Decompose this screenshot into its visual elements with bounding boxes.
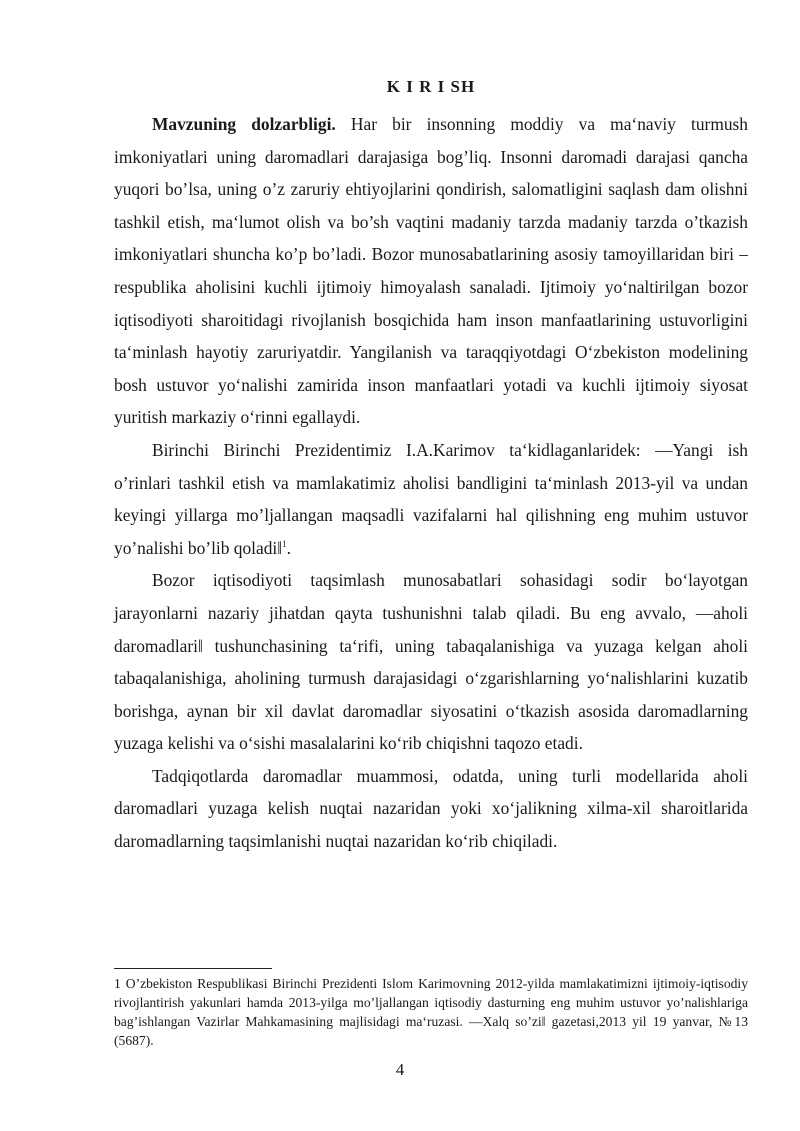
paragraph-market-economy	[114, 564, 748, 760]
footnote-reference[interactable]: 1	[282, 538, 287, 549]
paragraph-text: Tadqiqotlarda daromadlar muammosi, odatda, uning turli modellarida aholi daromadlari yuzaga kelish nuqtai nazaridan yoki xo‘jalikning xilma-xil sharoitlarida daromadlarning taqsimlanishi nuqtai nazaridan ko‘rib chiqiladi.	[114, 765, 748, 852]
footnote	[114, 974, 748, 1050]
paragraph-relevance	[114, 108, 748, 434]
paragraph-text: Bozor iqtisodiyoti taqsimlash munosabatlari sohasidagi sodir bo‘layotgan jarayonlarni nazariy jihatdan qayta tushunishni talab qiladi. Bu eng avvalo, ―aholi daromadlari‖ tushunchasining ta‘rifi, uning tabaqalanishiga va yuzaga kelgan aholi tabaqalanishiga, aholining turmush darajasidagi o‘zgarishlarning yo‘nalishlarini kuzatib borishga, aynan bir xil davlat daromadlar siyosatini o‘tkazish asosida daromadlarning yuzaga kelishi va o‘sishi masalalarini ko‘rib chiqishni taqozo etadi.	[114, 570, 748, 754]
page-number: 4	[395, 1060, 405, 1079]
footnote-number: 1	[114, 976, 121, 991]
footnote-text: O’zbekiston Respublikasi Birinchi Prezidenti Islom Karimovning 2012-yilda mamlakatimizni ijtimoiy-iqtisodiy rivojlantirish yakunlari hamda 2013-yilga mo’ljallangan iqtisodiy dasturning eng muhim ustuvor yo’nalishlariga bag’ishlangan Vazirlar Mahkamasining majlisidagi ma‘ruzasi. ―Xalq so’zi‖ gazetasi,2013 yil 19 yanvar, №13 (5687).	[114, 976, 748, 1048]
footnote-separator	[114, 968, 272, 969]
paragraph-quote	[114, 434, 748, 564]
paragraph-text: Har bir insonning moddiy va ma‘naviy turmush imkoniyatlari uning daromadlari darajasiga bog’liq. Insonni daromadi darajasi qancha yuqori bo’lsa, uning o’z zaruriy ehtiyojlarini qondirish, salomatligini saqlash dam olishni tashkil etish, ma‘lumot olish va bo’sh vaqtini madaniy tarzda madaniy tarzda o’tkazish imkoniyatlari shuncha ko’p bo’ladi. Bozor munosabatlarining asosiy tamoyillaridan biri – respublika aholisini kuchli ijtimoiy himoyalash sanaladi. Ijtimoiy yo‘naltirilgan bozor iqtisodiyoti sharoitidagi rivojlanish bosqichida ham inson manfaatlarining ustuvorligini ta‘minlash hayotiy zaruriyatdir. Yangilanish va taraqqiyotdagi O‘zbekiston modelining bosh ustuvor yo‘nalishi zamirida inson manfaatlari yotadi va kuchli ijtimoiy siyosat yuritish markaziy o‘rinni egallaydi.	[114, 114, 748, 428]
section-title: K I R I SH	[386, 77, 476, 96]
document-body	[114, 72, 748, 858]
paragraph-tail: .	[286, 537, 291, 558]
paragraph-text: Birinchi Birinchi Prezidentimiz I.A.Karimov ta‘kidlaganlaridek: ―Yangi ish o’rinlari tashkil etish va mamlakatimiz aholisi bandligini ta‘minlash 2013-yil va undan keyingi yillarga mo’ljallangan maqsadli vazifalarni hal qilishning eng muhim ustuvor yo’nalishi bo’lib qoladi‖	[114, 439, 748, 558]
paragraph-research	[114, 760, 748, 858]
paragraph-lead-heading: Mavzuning dolzarbligi.	[152, 114, 336, 134]
